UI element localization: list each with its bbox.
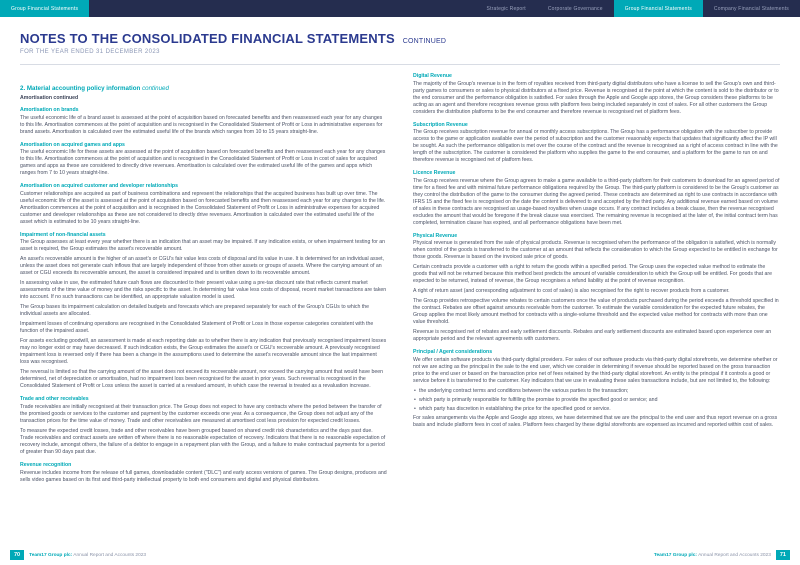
brand-name: Team17 Group plc:: [29, 552, 73, 558]
note-heading: [20, 85, 387, 92]
heading-amortisation-on-brands: Amortisation on brands: [20, 107, 79, 113]
footer-right: [654, 550, 790, 560]
heading-licence-revenue: Licence Revenue: [413, 170, 456, 177]
tab-current-group-financial-statements[interactable]: Group Financial Statements: [0, 0, 89, 17]
imprint-text: Annual Report and Accounts 2023: [698, 552, 771, 558]
page-title: [20, 31, 780, 46]
paragraph: The majority of the Group's revenue is in the form of royalties received from third-party digital distributors who have a license to sell the Group's own and third-party games to consumers or sales to physical distributors at a fixed price. Revenue is recognised at the point at which the content is sold to the distributor or to the end consumer and the performance obligation is satisfied. For sales through the Apple and Google app stores, the Group considers these platforms to be acting as an agent and therefore recognises revenue gross with platform fees being included separately in cost of sales. For all other customers the Group considers the distribution platforms to be the end consumer and therefore revenue is recognised net of platform fees.: [413, 80, 779, 115]
paragraph: The useful economic life for these assets are assessed at the point of acquisition based on forecasted benefits and then reassessed each year for any changes to this life. Amortisation commences at the point of acquisition and is recognised in the Consolidated Statement of Profit or Loss in cost of sales for acquired games and apps as these are considered to directly drive revenues. Amortisation is calculated over the estimated useful life of the games and apps which ranges from 7 to 10 years straight-line.: [20, 149, 386, 177]
page-subtitle: FOR THE YEAR ENDED 31 DECEMBER 2023: [20, 49, 160, 55]
heading-amortisation-acquired-games-apps: Amortisation on acquired games and apps: [20, 141, 125, 148]
paragraph: Revenue is recognised net of rebates and early settlement discounts. Rebates and early settlement discounts are estimated based upon experience over an appropriate period and the relevant agreements with customers.: [413, 329, 772, 343]
heading-physical-revenue: Physical Revenue: [413, 232, 458, 239]
tab-company-financial-statements[interactable]: Company Financial Statements: [713, 5, 789, 12]
paragraph: An asset's recoverable amount is the higher of an asset's or CGU's fair value less costs of disposal and its value in use. It is determined for an individual asset, unless the asset does not generate cash inflows that are largely independent of those from other assets or groups of assets. Where the carrying amount of an asset or CGU exceeds its recoverable amount, the asset is considered impaired and is written down to its recoverable amount.: [20, 256, 384, 277]
header-divider: [20, 64, 780, 65]
page-footer: [0, 550, 800, 560]
section-tabs: [476, 0, 800, 17]
heading-trade-and-other-receivables: Trade and other receivables: [20, 396, 89, 403]
paragraph: For assets excluding goodwill, an assessment is made at each reporting date as to whether there is any indication that previously recognised impairment losses may no longer exist or may have decreased. If such indication exists, the Group estimates the asset's or CGU's recoverable amount. A previously recognised impairment loss is reversed only if there has been a change in the assumptions used to determine the asset's recoverable amount since the last impairment loss was recognised.: [20, 338, 387, 366]
paragraph: The Group receives revenue where the Group agrees to make a game available to a third-party platform for their customers to download for an agreed period of time for a fixed fee and with minimal future performance obligations required by the Group. The third-party platform is considered to be the Group's customer as they control the distribution of the game to the consumer during the agreed period. These contracts are determined as right to use contracts in accordance with IFRS 15 and the fixed fee is recognised on the date the content is delivered to and accepted by the third party. Any additional revenue earned based on volume of sales in these contracts are recognised as usage-based royalties when usage occurs. If any contract includes a break clause, then the revenue recognised excludes the amount that would be foregone if the break clause was exercised. The remaining revenue is recognised at the later of, the initial contract term has completed, termination clause has expired, and all performance obligations have been met.: [413, 177, 780, 226]
right-imprint: [654, 553, 771, 558]
heading-digital-revenue: Digital Revenue: [413, 73, 452, 79]
paragraph: The Group assesses at least every year whether there is an indication that an asset may be impaired. If any indication exists, or when impairment testing for an asset is required, the Group estimates the asset's recoverable amount.: [20, 239, 386, 253]
current-section-tabs: [0, 0, 89, 17]
left-column: [20, 71, 387, 487]
paragraph: Trade receivables are initially recognised at their transaction price. The Group does not expect to have any contracts where the period between the transfer of the promised goods or services to the customer and payment by the customer exceeds one year. As a consequence, the Group does not adjust any of the transaction prices for the time value of money. Trade and other receivables are measured at amortised cost less provision for expected credit losses.: [20, 403, 382, 425]
note-heading-text: 2. Material accounting policy information: [20, 85, 141, 92]
bullet-item: • which party is primarily responsible for fulfilling the promise to provide the specified good or service; and: [413, 397, 780, 404]
right-page-number: 71: [776, 550, 790, 560]
paragraph: Revenue includes income from the release of full games, downloadable content ("DLC") and early access versions of games. The Group designs, produces and sells video games based on its first and third-party intellectual property to both end consumers and digital and physical distributors.: [20, 469, 387, 483]
heading-amortisation-continued: Amortisation continued: [20, 95, 79, 101]
note-heading-continued: continued: [142, 85, 169, 92]
tab-group-financial-statements[interactable]: Group Financial Statements: [614, 0, 703, 17]
tab-corporate-governance[interactable]: Corporate Governance: [547, 5, 603, 12]
page-title-suffix: CONTINUED: [402, 38, 447, 45]
paragraph: We offer certain software products via third-party digital providers. For sales of our software products via third-party digital storefronts, we determine whether or not we are acting as the principal in the sale to the end user, which we consider in determining if revenue should be reported based on the gross transaction price to the end user or based on the transaction price net of fees retained by the third-party digital storefront. An entity is the principal if it controls a good or service before it is transferred to the customer. Key indicators that we use in evaluating these sales transactions include, but are not limited to, the following:: [413, 356, 778, 385]
paragraph: In assessing value in use, the estimated future cash flows are discounted to their present value using a pre-tax discount rate that reflects current market assessments of the time value of money and the risks specific to the asset. In determining fair value less costs of disposal, recent market transactions are taken into account. If no such transactions can be identified, an appropriate valuation model is used.: [20, 280, 387, 301]
page-title-text: NOTES TO THE CONSOLIDATED FINANCIAL STATEMENTS: [20, 31, 395, 46]
brand-name: Team17 Group plc:: [653, 552, 697, 558]
footer-left: [10, 550, 146, 560]
heading-principal-agent-considerations: Principal / Agent considerations: [413, 349, 493, 356]
paragraph: A right of return asset (and corresponding adjustment to cost of sales) is also recognised for the right to recover products from a customer.: [413, 288, 730, 295]
two-column-layout: [20, 71, 780, 487]
paragraph: Physical revenue is generated from the sale of physical products. Revenue is recognised when the performance of the obligation is satisfied, which is normally when control of the goods is transferred to the customer at an amount that reflects the consideration to which the Group expected to be entitled in exchange for those goods. Revenue is based on the invoiced sale price of goods.: [413, 240, 778, 261]
page-content: [0, 17, 800, 565]
paragraph: Customer relationships are acquired as part of business combinations and represent the relationships that the acquired business has built up over time. The useful economic life of the asset is assessed at the point of acquisition based on forecasted benefits and then reassessed each year for any changes to the life. Amortisation commences at the point of acquisition and is recognised in the Consolidated Statement of Profit or Loss in administrative expenses for acquired customer and developer relationships as these are not considered to directly drive revenues. Amortisation is calculated over the estimated useful life of the asset which is estimated to be 10 years straight-line.: [20, 190, 386, 225]
heading-revenue-recognition: Revenue recognition: [20, 462, 72, 469]
imprint-text: Annual Report and Accounts 2023: [73, 552, 147, 558]
tab-strategic-report[interactable]: Strategic Report: [486, 5, 526, 12]
bullet-item: • which party has discretion in establishing the price for the specified good or service.: [413, 406, 780, 413]
paragraph: Certain contracts provide a customer with a right to return the goods within a specified period. The Group uses the expected value method to estimate the goods that will not be returned because this method best predicts the amount of variable consideration to which the Group will be entitled. For goods that are expected to be returned, instead of revenue, the Group recognises a refund liability at the point of revenue recognition.: [413, 264, 773, 285]
paragraph: The Group provides retrospective volume rebates to certain customers once the value of products purchased during the period exceeds a threshold specified in the contract. Rebates are offset against amounts receivable from the customer. To estimate the variable consideration for the expected future rebates, the Group applies the most likely amount method for contracts with a single-volume threshold and the expected value method for contracts with more than one value threshold.: [413, 298, 779, 326]
bullet-item: • the underlying contract terms and conditions between the various parties to the transaction;: [413, 388, 780, 395]
left-page-number: 70: [10, 550, 24, 560]
paragraph: The useful economic life of a brand asset is assessed at the point of acquisition based on forecasted benefits and then reassessed each year for any changes to this life. Amortisation commences at the point of acquisition and is recognised in the Consolidated Statement of Profit or Loss in administrative expenses for brand assets. Amortisation is calculated over the estimated useful life of the brands which ranges from 10 to 15 years straight-line.: [20, 114, 383, 135]
paragraph: For sales arrangements via the Apple and Google app stores, we have determined that we are the principal to the end user and thus report revenue on a gross basis and include platform fees in cost of sales. Platform fees charged by these digital storefronts are expensed as incurred and reported within cost of sales.: [413, 415, 778, 429]
right-column: [413, 71, 780, 487]
heading-impairment-non-financial-assets: Impairment of non-financial assets: [20, 231, 106, 238]
paragraph: The Group receives subscription revenue for annual or monthly access subscriptions. The Group has a performance obligation with the subscriber to provide access to the game or application available over the period of subscription and the customer reasonably expects that updates that significantly affect the IP will be sought. As such the performance obligation is met over the course of the contract and the revenue is recognised as a right of access contract in line with the length of the subscription. The customer is considered the platform who supplies the game to the end consumer, and a platform for the game to run on and therefore revenue is recognised net of platform fees.: [413, 129, 778, 164]
heading-amortisation-customer-developer-relationships: Amortisation on acquired customer and developer relationships: [20, 183, 178, 190]
paragraph: To measure the expected credit losses, trade and other receivables have been grouped based on shared credit risk characteristics and the days past due. Trade receivables and contract assets are written off where there is no reasonable expectation of recovery. Indicators that there is no reasonable expectation of recovery include, amongst others, the failure of a debtor to engage in a repayment plan with the Group, and a failure to make contractual payments for a period of greater than 90 days past due.: [20, 428, 386, 456]
paragraph: The Group bases its impairment calculation on detailed budgets and forecasts which are prepared separately for each of the Group's CGUs to which the individual assets are allocated.: [20, 304, 370, 318]
top-navigation-bar: [0, 0, 800, 17]
paragraph: Impairment losses of continuing operations are recognised in the Consolidated Statement of Profit or Loss in those expense categories consistent with the function of the impaired asset.: [20, 321, 374, 335]
left-imprint: [29, 553, 146, 558]
heading-subscription-revenue: Subscription Revenue: [413, 121, 468, 128]
paragraph: The reversal is limited so that the carrying amount of the asset does not exceed its recoverable amount, nor exceed the carrying amount that would have been determined, net of depreciation or amortisation, had no impairment loss been recognised for the asset in prior years. Such reversal is recognised in the Consolidated Statement of Profit or Loss unless the asset is carried at a revalued amount, in which case the reversal is treated as a revaluation increase.: [20, 369, 384, 390]
